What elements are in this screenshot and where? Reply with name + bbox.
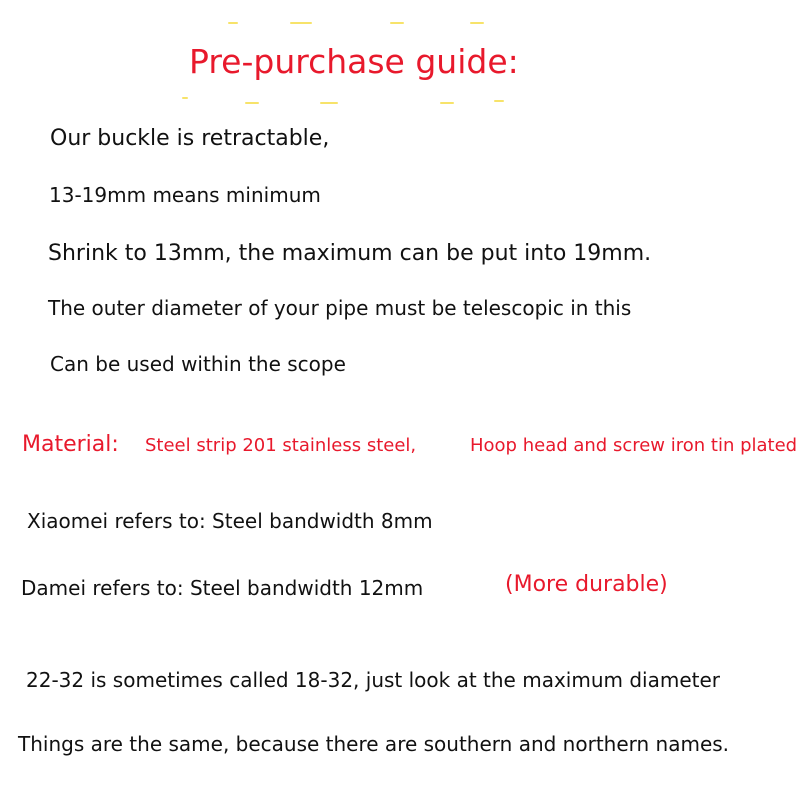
- decorative-stroke: [494, 100, 504, 102]
- material-label: Material:: [22, 432, 119, 457]
- intro-line-shrink: Shrink to 13mm, the maximum can be put into 19mm.: [48, 241, 652, 266]
- intro-line-outer-diameter: The outer diameter of your pipe must be telescopic in this: [48, 296, 632, 320]
- intro-line-scope: Can be used within the scope: [50, 352, 346, 376]
- xiaomei-size: Xiaomei refers to: Steel bandwidth 8mm: [27, 509, 433, 533]
- material-strip: Steel strip 201 stainless steel,: [145, 435, 417, 456]
- decorative-stroke: [320, 102, 338, 104]
- decorative-stroke: [245, 102, 259, 104]
- decorative-stroke: [182, 97, 188, 99]
- decorative-stroke: [470, 22, 484, 24]
- decorative-stroke: [440, 102, 454, 104]
- damei-durable-note: (More durable): [505, 572, 668, 597]
- note-regional-names: Things are the same, because there are southern and northern names.: [18, 732, 730, 756]
- note-diameter-naming: 22-32 is sometimes called 18-32, just look at the maximum diameter: [26, 668, 721, 692]
- damei-size: Damei refers to: Steel bandwidth 12mm: [21, 576, 424, 600]
- intro-line-range: 13-19mm means minimum: [49, 183, 321, 207]
- material-hoop: Hoop head and screw iron tin plated: [470, 435, 798, 456]
- decorative-stroke: [228, 22, 238, 24]
- decorative-stroke: [390, 22, 404, 24]
- decorative-stroke: [290, 22, 312, 24]
- page-title: Pre-purchase guide:: [189, 42, 519, 81]
- intro-line-retractable: Our buckle is retractable,: [50, 126, 330, 151]
